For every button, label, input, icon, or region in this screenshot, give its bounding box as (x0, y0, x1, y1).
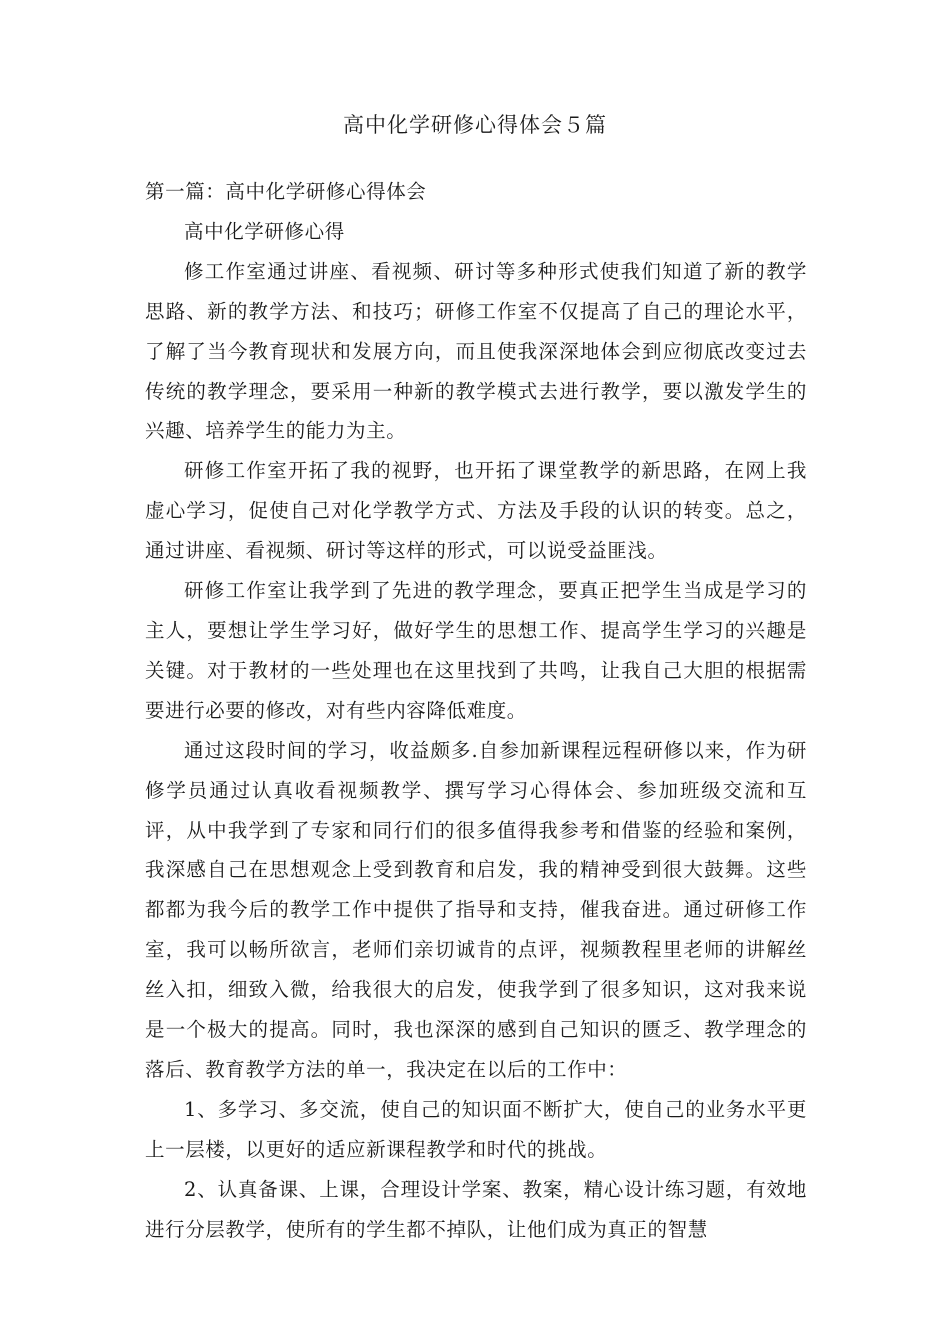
section-subtitle: 高中化学研修心得 (184, 219, 345, 243)
document-title: 高中化学研修心得体会５篇 (343, 113, 607, 137)
paragraph: 修工作室通过讲座、看视频、研讨等多种形式使我们知道了新的教学思路、新的教学方法、和技巧；研修工作室不仅提高了自己的理论水平，了解了当今教育现状和发展方向，而且使我深深地体会到应彻底改变过去传统的教学理念，要采用一种新的教学模式去进行教学，要以激发学生的兴趣、培养学生的能力为主。 (145, 259, 807, 443)
paragraph: 研修工作室让我学到了先进的教学理念，要真正把学生当成是学习的主人，要想让学生学习好，做好学生的思想工作、提高学生学习的兴趣是关键。对于教材的一些处理也在这里找到了共鸣，让我自己大胆的根据需要进行必要的修改，对有些内容降低难度。 (145, 579, 807, 722)
paragraph: 通过这段时间的学习，收益颇多.自参加新课程远程研修以来，作为研修学员通过认真收看视频教学、撰写学习心得体会、参加班级交流和互评，从中我学到了专家和同行们的很多值得我参考和借鉴的经验和案例，我深感自己在思想观念上受到教育和启发，我的精神受到很大鼓舞。这些都都为我今后的教学工作中提供了指导和支持，催我奋进。通过研修工作室，我可以畅所欲言，老师们亲切诚肯的点评，视频教程里老师的讲解丝丝入扣，细致入微，给我很大的启发，使我学到了很多知识，这对我来说是一个极大的提高。同时，我也深深的感到自己知识的匮乏、教学理念的落后、教育教学方法的单一，我决定在以后的工作中： (145, 738, 807, 1081)
list-item: 2、认真备课、上课，合理设计学案、教案，精心设计练习题，有效地进行分层教学，使所有的学生都不掉队，让他们成为真正的智慧 (145, 1177, 807, 1241)
list-item: 1、多学习、多交流，使自己的知识面不断扩大，使自己的业务水平更上一层楼，以更好的适应新课程教学和时代的挑战。 (145, 1097, 807, 1161)
chapter-heading: 第一篇：高中化学研修心得体会 (145, 180, 427, 203)
document-body (145, 172, 807, 1249)
paragraph: 研修工作室开拓了我的视野，也开拓了课堂教学的新思路，在网上我虚心学习，促使自己对化学教学方式、方法及手段的认识的转变。总之，通过讲座、看视频、研讨等这样的形式，可以说受益匪浅。 (145, 459, 807, 563)
